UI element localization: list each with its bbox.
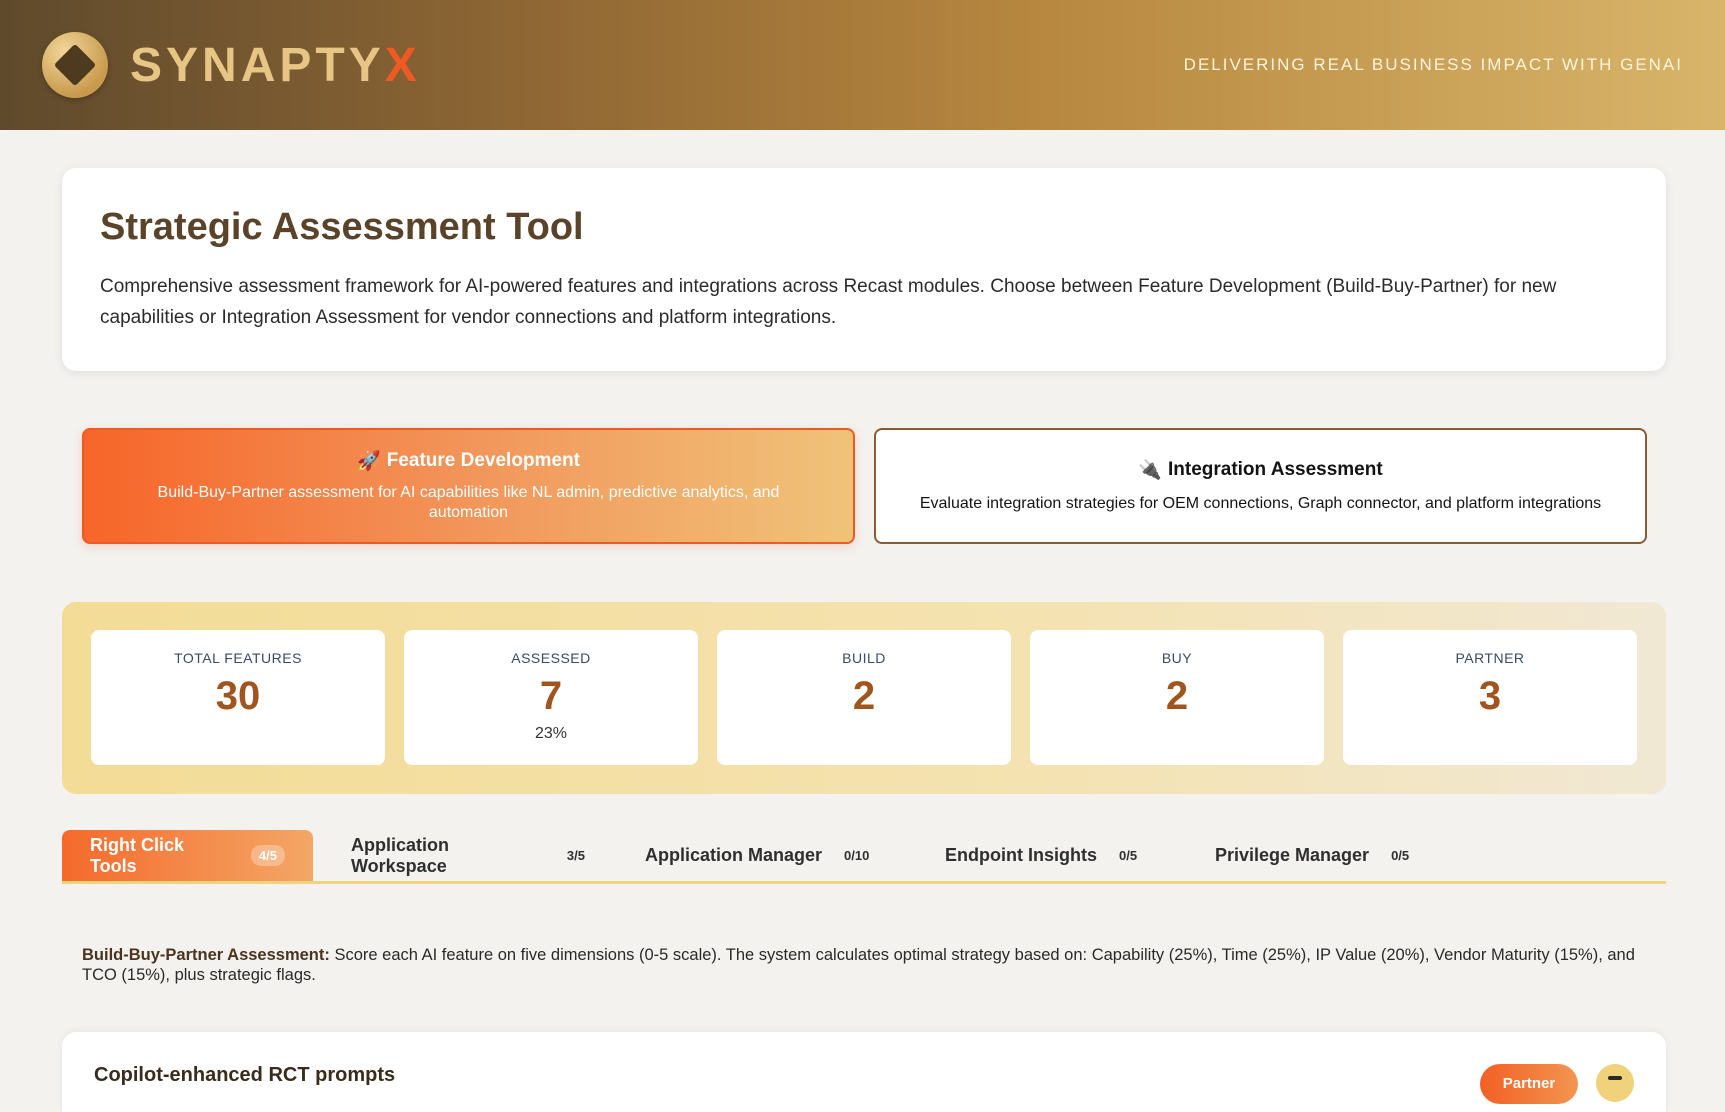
- stat-build: BUILD 2: [717, 630, 1011, 765]
- integration-assessment-title: 🔌 Integration Assessment: [1138, 459, 1383, 481]
- brand-name: SYNAPTYX: [130, 38, 421, 92]
- plug-icon: 🔌: [1138, 460, 1162, 481]
- brand[interactable]: [42, 32, 421, 98]
- page-description: Comprehensive assessment framework for AI-powered features and integrations across Recast modules. Choose between Feature Development (Build-Buy-Partner) for new capabilities or Integration Assessment for vendor connections and platform integrations.: [100, 276, 1557, 328]
- feature-card: [62, 1032, 1666, 1112]
- assessment-info: [82, 945, 1652, 985]
- header-tagline: DELIVERING REAL BUSINESS IMPACT WITH GENAI: [1183, 55, 1683, 74]
- feature-development-description: Build-Buy-Partner assessment for AI capabilities like NL admin, predictive analytics, and automation: [157, 484, 780, 521]
- tab-right-click-tools[interactable]: Right Click Tools 4/5: [62, 830, 313, 881]
- rocket-icon: 🚀: [357, 451, 381, 472]
- strategy-badge-button[interactable]: Partner: [1480, 1064, 1578, 1104]
- collapse-icon[interactable]: [1596, 1064, 1634, 1102]
- stat-buy: BUY 2: [1030, 630, 1324, 765]
- stat-assessed: ASSESSED 7 23%: [404, 630, 698, 765]
- module-tabs: [62, 830, 1666, 884]
- page-title: Strategic Assessment Tool: [100, 206, 584, 248]
- stats-panel: [62, 602, 1666, 794]
- integration-assessment-mode-button[interactable]: [874, 428, 1647, 544]
- stat-total-features: TOTAL FEATURES 30: [91, 630, 385, 765]
- assessment-info-heading: Build-Buy-Partner Assessment:: [82, 946, 330, 964]
- integration-assessment-description: Evaluate integration strategies for OEM connections, Graph connector, and platform integrations: [919, 495, 1602, 512]
- tab-privilege-manager[interactable]: Privilege Manager 0/5: [1215, 845, 1410, 865]
- diamond-logo-icon: [42, 32, 108, 98]
- tab-application-workspace[interactable]: Application Workspace 3/5: [351, 834, 585, 876]
- feature-title: Copilot-enhanced RCT prompts: [94, 1064, 396, 1086]
- tab-endpoint-insights[interactable]: Endpoint Insights 0/5: [945, 845, 1138, 865]
- assessment-info-text: Score each AI feature on five dimensions (0-5 scale). The system calculates optimal strategy based on: Capability (25%), Time (25%), IP Value (20%), Vendor Maturity (15%), and TCO (15%), plus strategic flags.: [82, 946, 1635, 984]
- app-header: [0, 0, 1725, 130]
- intro-card: [62, 168, 1666, 371]
- assessed-percent: 23%: [534, 725, 568, 742]
- feature-development-title: 🚀 Feature Development: [357, 450, 580, 472]
- tab-application-manager[interactable]: Application Manager 0/10: [645, 845, 870, 865]
- stat-partner: PARTNER 3: [1343, 630, 1637, 765]
- feature-development-mode-button[interactable]: [82, 428, 855, 544]
